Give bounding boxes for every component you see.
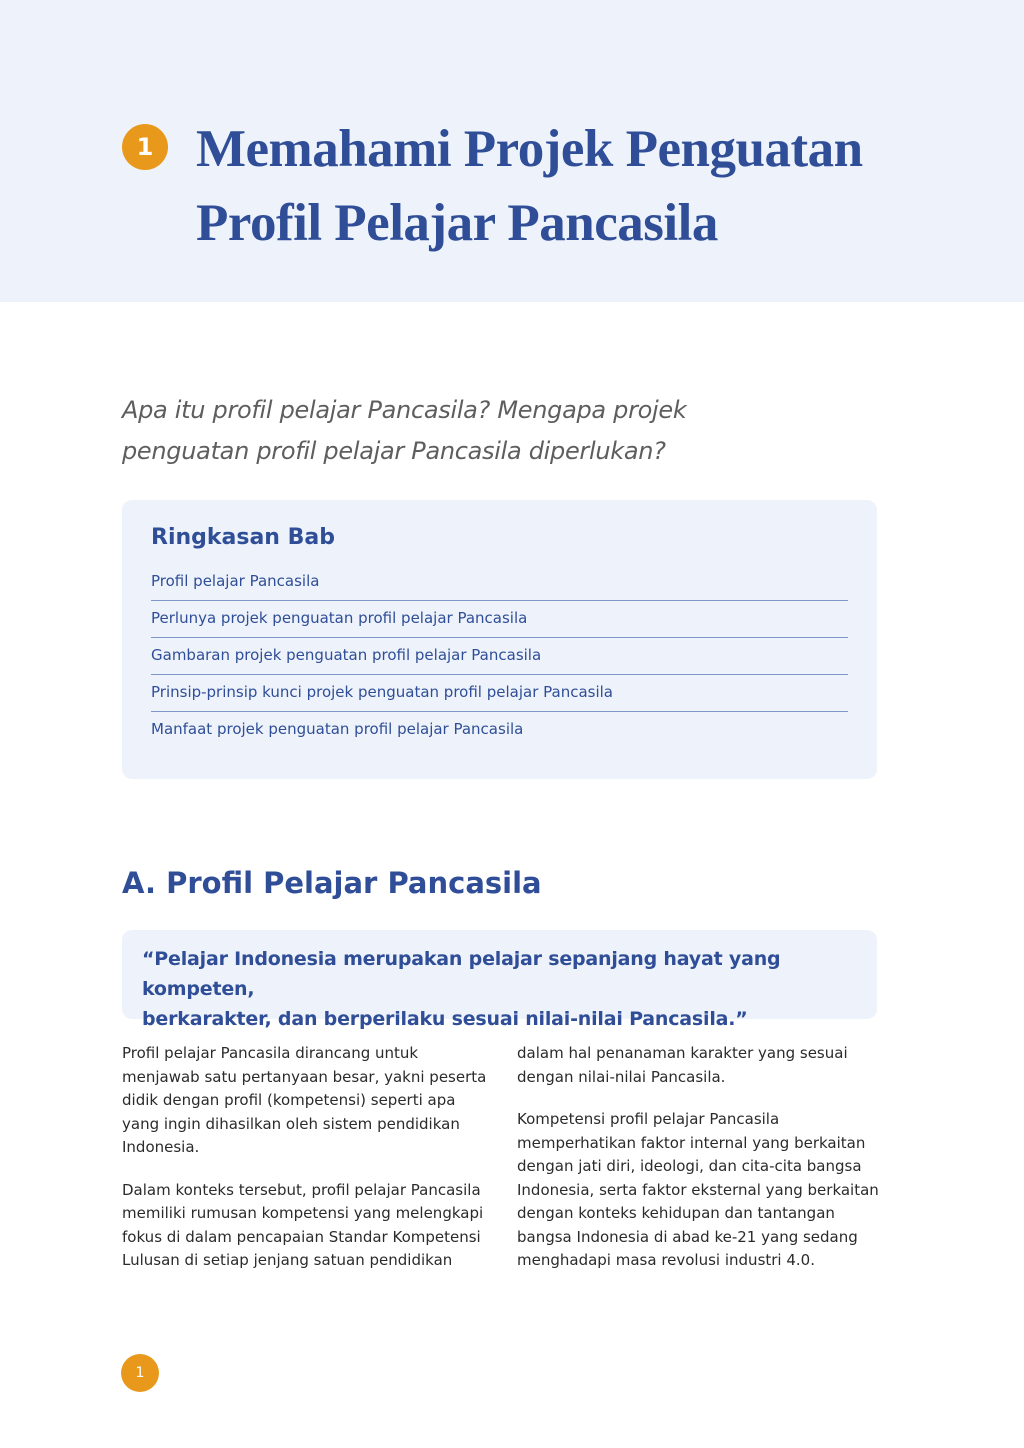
intro-question [122,390,822,472]
paragraph [517,1042,882,1089]
text-line: memperhatikan faktor internal yang berkaitan [517,1133,866,1152]
text-line: dengan jati diri, ideologi, dan cita-cita bangsa [517,1157,862,1175]
text-line: Dalam konteks tersebut, profil pelajar Pancasila [122,1180,481,1199]
summary-title: Ringkasan Bab [151,525,335,550]
intro-question-line2: penguatan profil pelajar Pancasila diperlukan? [122,437,666,465]
quote-line1: “Pelajar Indonesia merupakan pelajar sepanjang hayat yang kompeten, [142,948,781,1000]
chapter-title-line1: Memahami Projek Penguatan [196,120,863,178]
summary-list [151,564,848,749]
text-line: didik dengan profil (kompetensi) seperti apa [122,1091,456,1109]
chapter-number-badge: 1 [122,124,168,170]
text-line: Kompetensi profil pelajar Pancasila [517,1110,780,1128]
chapter-header [0,0,1024,302]
section-heading: A. Profil Pelajar Pancasila [122,866,542,900]
body-column-right [517,1042,882,1292]
text-line: yang ingin dihasilkan oleh sistem pendidikan [122,1114,460,1133]
chapter-title-line2: Profil Pelajar Pancasila [196,194,718,252]
paragraph [122,1179,487,1273]
text-line: bangsa Indonesia di abad ke-21 yang sedang [517,1227,858,1246]
summary-item-profil[interactable]: Profil pelajar Pancasila [151,564,848,601]
quote-line2: berkarakter, dan berperilaku sesuai nilai-nilai Pancasila.” [142,1008,748,1030]
text-line: menjawab satu pertanyaan besar, yakni peserta [122,1067,487,1086]
page-number-badge: 1 [121,1354,159,1392]
text-line: Lulusan di setiap jenjang satuan pendidikan [122,1251,453,1269]
text-line: dengan nilai-nilai Pancasila. [517,1067,726,1086]
text-line: Indonesia. [122,1138,200,1156]
text-line: Indonesia, serta faktor eksternal yang berkaitan [517,1180,879,1199]
chapter-summary-box [122,500,877,779]
summary-item-prinsip[interactable]: Prinsip-prinsip kunci projek penguatan profil pelajar Pancasila [151,675,848,712]
text-line: Profil pelajar Pancasila dirancang untuk [122,1044,419,1062]
intro-question-line1: Apa itu profil pelajar Pancasila? Mengapa projek [122,396,687,424]
summary-item-gambaran[interactable]: Gambaran projek penguatan profil pelajar Pancasila [151,638,848,675]
summary-item-manfaat[interactable]: Manfaat projek penguatan profil pelajar Pancasila [151,720,524,738]
summary-item-perlunya[interactable]: Perlunya projek penguatan profil pelajar Pancasila [151,601,848,638]
paragraph [122,1042,487,1160]
quote-text [142,944,862,1034]
text-line: dalam hal penanaman karakter yang sesuai [517,1044,848,1062]
paragraph [517,1108,882,1273]
chapter-title [196,112,956,260]
body-column-left [122,1042,487,1292]
quote-box [122,930,877,1030]
text-line: memiliki rumusan kompetensi yang melengkapi [122,1204,484,1222]
text-line: menghadapi masa revolusi industri 4.0. [517,1251,815,1269]
text-line: fokus di dalam pencapaian Standar Kompetensi [122,1227,481,1246]
text-line: dengan konteks kehidupan dan tantangan [517,1204,835,1222]
